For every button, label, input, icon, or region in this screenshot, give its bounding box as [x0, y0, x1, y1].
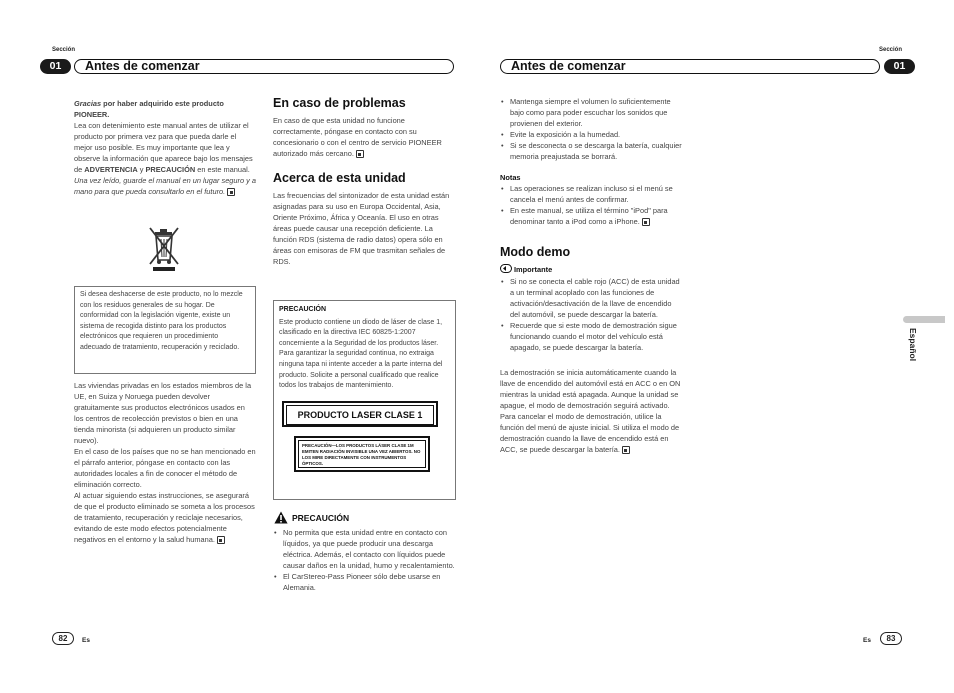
precaution-item: • Evite la exposición a la humedad. — [500, 129, 682, 140]
laser-class-label: PRODUCTO LASER CLASE 1 — [282, 401, 438, 427]
caution-list — [273, 527, 456, 593]
section-number-badge: 01 — [40, 59, 71, 74]
page-number: 82 — [52, 632, 74, 645]
important-icon — [500, 264, 512, 276]
disposal-notice-box: Si desea deshacerse de este producto, no lo mezcle con los residuos generales de su hogar. De conformidad con la legislación vigente, existe un sistema de recogida distinto para los productos electrónicos que requieren un procedimiento adecuado de tratamiento, recuperación y reciclado. — [74, 286, 256, 374]
notes-heading: Notas — [500, 173, 521, 182]
language-code: Es — [863, 637, 871, 644]
end-mark-icon — [217, 536, 225, 544]
note-item: • En este manual, se utiliza el término "iPod" para denominar tanto a iPod como a iPhone. — [500, 205, 682, 227]
thanks-line: Gracias por haber adquirido este producto PIONEER. — [74, 99, 224, 119]
section-number-badge: 01 — [884, 59, 915, 74]
intro-column — [74, 98, 256, 197]
laser-caution-text: Este producto contiene un diodo de láser de clase 1, clasificado en la directiva IEC 60825-1:2007 concerniente a la Seguridad de los productos láser. Para garantizar la seguridad continua, no extraiga ninguna tapa ni intente acceder a la parte interna del producto. Solicite a personal cualificado que realice todos los trabajos de mantenimiento. — [279, 318, 443, 390]
end-mark-icon — [356, 150, 364, 158]
page-header: Antes de comenzar — [74, 59, 454, 74]
laser-warning-label: PRECAUCIÓN—LOS PRODUCTOS LÁSER CLASE 1M EMITEN RADIACIÓN INVISIBLE UNA VEZ ABIERTOS. NO LOS MIRE DIRECTAMENTE CON INSTRUMENTOS ÓPTICOS. — [294, 436, 430, 472]
problems-text: En caso de que esta unidad no funcione correctamente, póngase en contacto con su concesionario o con el centro de servicio PIONEER autorizado más cercano. — [273, 116, 442, 158]
about-unit-heading: Acerca de esta unidad — [273, 171, 406, 185]
language-side-label-wrap — [890, 328, 930, 368]
demo-mode-text: La demostración se inicia automáticamente cuando la llave de encendido del automóvil está en ACC o en ON mientras la unidad está apagada. Aunque la unidad se apague, el modo de demostración seguirá activado. Para cancelar el modo de demostración, utilice la función del menú de ajuste inicial. Si utiliza el modo de demostración cuando la llave de encendido está en ACC, se puede descargar la batería. — [500, 368, 681, 455]
caution-item: • No permita que esta unidad entre en contacto con líquidos, ya que puede producir una descarga eléctrica. Además, el contacto con líquidos puede causar daños en la unidad, humo y recalentamiento. — [273, 527, 456, 571]
precaution-item: • Si se desconecta o se descarga la batería, cualquier memoria preajustada se borrará. — [500, 140, 682, 162]
intro-paragraph: Lea con detenimiento este manual antes de utilizar el producto por primera vez para que pueda darle el mejor uso posible. Es muy importante que lea y observe la información que aparece bajo los mensajes de ADVERTENCIA y PRECAUCIÓN en este manual. Una vez leído, guarde el manual en un lugar seguro y a mano para que pueda consultarlo en el futuro. — [74, 121, 257, 196]
end-mark-icon — [227, 188, 235, 196]
language-side-tab — [903, 316, 945, 323]
end-mark-icon — [642, 218, 650, 226]
page-number: 83 — [880, 632, 902, 645]
caution-list-wrap — [273, 527, 456, 593]
important-heading: Importante — [500, 264, 682, 276]
laser-caution-box — [273, 300, 456, 500]
caution-item: • El CarStereo-Pass Pioneer sólo debe usarse en Alemania. — [273, 571, 456, 593]
section-caption: Sección — [879, 47, 903, 53]
disposal-text: Las viviendas privadas en los estados miembros de la UE, en Suiza y Noruega pueden devolver gratuitamente sus productos electrónicos usados en los centros de recolección previstos o bien en una tienda minorista (si adquieren un producto similar nuevo). En el caso de los países que no se han mencionado en el párrafo anterior, póngase en contacto con las autoridades locales a fin de conocer el método de eliminación correcto. Al actuar siguiendo estas instrucciones, se asegurará de que el producto eliminado se someta a los procesos de tratamiento, recuperación y reciclaje necesarios, evitando de este modo efectos potencialmente negativos en el entorno y la salud humana. — [74, 381, 256, 544]
important-item: • Si no se conecta el cable rojo (ACC) de esta unidad a un terminal acoplado con las funciones de activación/desactivación de la llave de encendido del automóvil, se puede descargar la batería. — [500, 276, 682, 320]
demo-mode-heading: Modo demo — [500, 245, 571, 259]
note-item: • Las operaciones se realizan incluso si el menú se cancela el menú antes de confirmar. — [500, 183, 682, 205]
warning-triangle-icon — [274, 511, 288, 524]
important-item: • Recuerde que si este modo de demostración sigue funcionando cuando el motor del vehículo está apagado, se puede descargar la batería. — [500, 320, 682, 353]
important-list — [500, 276, 682, 353]
general-precautions-list — [500, 96, 682, 162]
page-header: Antes de comenzar — [500, 59, 880, 74]
language-side-label: Español — [908, 328, 918, 362]
middle-column — [273, 96, 455, 267]
weee-bin-icon — [147, 224, 181, 272]
laser-caution-title: PRECAUCIÓN — [279, 306, 327, 313]
caution-heading: PRECAUCIÓN — [292, 513, 350, 523]
right-column — [500, 96, 682, 455]
about-unit-text: Las frecuencias del sintonizador de esta unidad están asignadas para su uso en Europa Occidental, Asia, Oriente Próximo, África y Oceanía. El uso en otras áreas puede causar una recepción deficiente. La función RDS (sistema de radio datos) opera sólo en áreas con emisoras de FM que trasmitan señales de RDS. — [273, 191, 450, 266]
end-mark-icon — [622, 446, 630, 454]
language-code: Es — [82, 637, 90, 644]
problems-heading: En caso de problemas — [273, 96, 406, 110]
precaution-item: • Mantenga siempre el volumen lo suficientemente bajo como para poder escuchar los sonidos que provienen del exterior. — [500, 96, 682, 129]
section-caption: Sección — [52, 47, 76, 53]
notes-list — [500, 183, 682, 227]
